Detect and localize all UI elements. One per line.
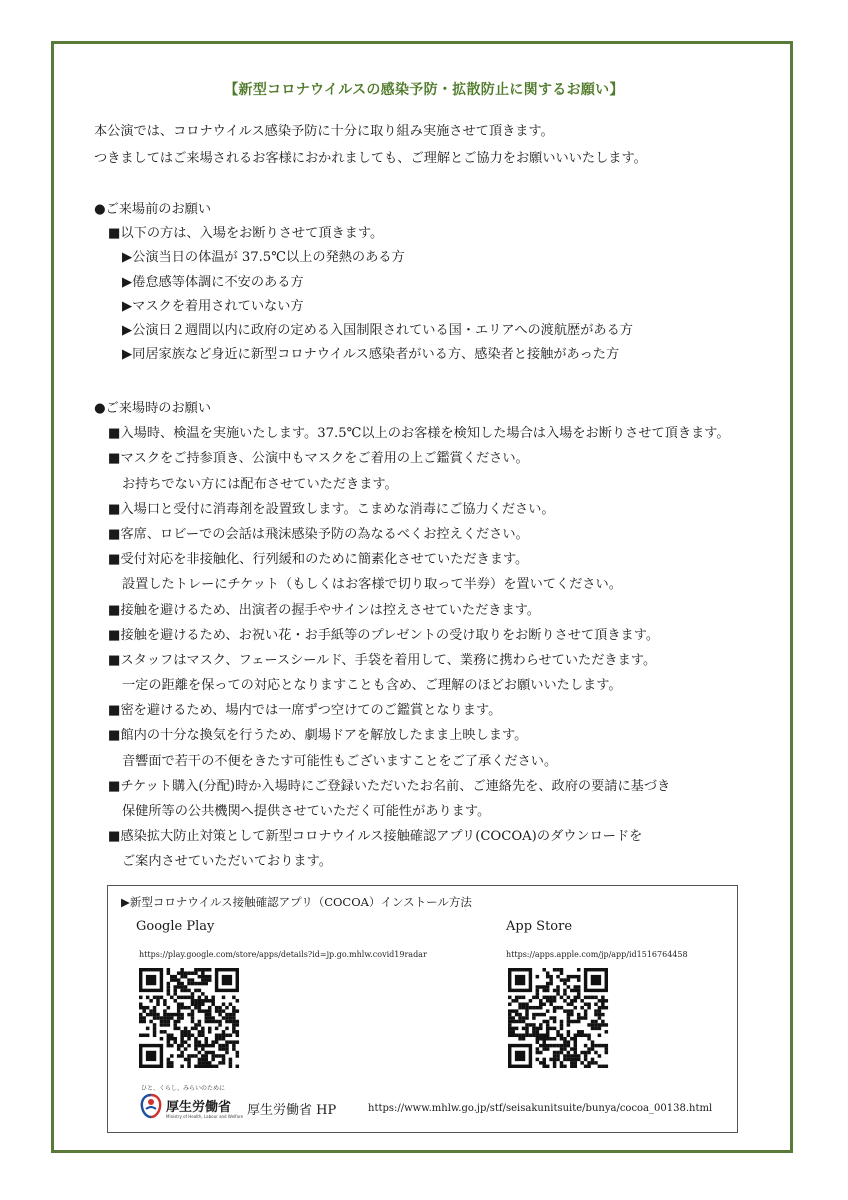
mhlw-name-en: Ministry of Health, Labour and Welfare xyxy=(166,1114,244,1119)
list-item: ■受付対応を非接触化、行列緩和のために簡素化させていただきます。 xyxy=(108,552,529,568)
app-store-qr-code[interactable] xyxy=(506,968,610,1068)
before-visit-section xyxy=(94,201,633,370)
list-item: ■以下の方は、入場をお断りさせて頂きます。 xyxy=(108,226,384,242)
app-store-url[interactable]: https://apps.apple.com/jp/app/id1516764458 xyxy=(506,950,688,959)
intro-line: つきましてはご来場されるお客様におかれましても、ご理解とご協力をお願いいいたします。 xyxy=(94,151,647,166)
google-play-label: Google Play xyxy=(136,919,215,934)
list-item-continuation: お持ちでない方には配布させていただきます。 xyxy=(122,476,398,492)
mhlw-hp-label: 厚生労働省 HP xyxy=(247,1103,337,1118)
list-item: ▶マスクを着用されていない方 xyxy=(122,298,304,314)
page-title: 【新型コロナウイルスの感染予防・拡散防止に関するお願い】 xyxy=(224,82,624,98)
section-heading: ●ご来場前のお願い xyxy=(94,202,212,217)
list-item: ■入場時、検温を実施いたします。37.5℃以上のお客様を検知した場合は入場をお断りさせて頂きます。 xyxy=(108,426,730,442)
list-item: ■館内の十分な換気を行うため、劇場ドアを解放したまま上映します。 xyxy=(108,728,528,744)
list-item: ▶倦怠感等体調に不安のある方 xyxy=(122,274,304,290)
at-visit-section xyxy=(94,400,730,879)
list-item: ▶同居家族など身近に新型コロナウイルス感染者がいる方、感染者と接触があった方 xyxy=(122,347,620,363)
list-item: ■スタッフはマスク、フェースシールド、手袋を着用して、業務に携わらせていただきます。 xyxy=(108,652,657,668)
intro-line: 本公演では、コロナウイルス感染予防に十分に取り組み実施させて頂きます。 xyxy=(94,124,554,139)
google-play-url[interactable]: https://play.google.com/store/apps/details?id=jp.go.mhlw.covid19radar xyxy=(139,950,427,959)
list-item-continuation: ご案内させていただいております。 xyxy=(122,854,332,870)
google-play-qr-code[interactable] xyxy=(137,968,241,1068)
app-store-label: App Store xyxy=(506,919,573,934)
list-item: ■接触を避けるため、お祝い花・お手紙等のプレゼントの受け取りをお断りさせて頂きます。 xyxy=(108,627,660,643)
list-item: ■感染拡大防止対策として新型コロナウイルス接触確認アプリ(COCOA)のダウンロードを xyxy=(108,829,643,845)
list-item: ■接触を避けるため、出演者の握手やサインは控えさせていただきます。 xyxy=(108,602,540,618)
list-item-continuation: 保健所等の公共機関へ提供させていただく可能性があります。 xyxy=(122,804,491,819)
mhlw-tagline: ひと、くらし、みらいのために xyxy=(141,1085,226,1092)
mhlw-logo-icon xyxy=(140,1093,162,1119)
list-item: ■チケット購入(分配)時か入場時にご登録いただいたお名前、ご連絡先を、政府の要請に基づき xyxy=(108,778,671,794)
list-item-continuation: 一定の距離を保っての対応となりますことも含め、ご理解のほどお願いいたします。 xyxy=(122,678,622,694)
list-item: ■客席、ロビーでの会話は飛沫感染予防の為なるべくお控えください。 xyxy=(108,526,529,542)
list-item: ▶公演日２週間以内に政府の定める入国制限されている国・エリアへの渡航歴がある方 xyxy=(122,322,633,338)
section-heading: ●ご来場時のお願い xyxy=(94,401,212,416)
list-item: ■密を避けるため、場内では一席ずつ空けてのご鑑賞となります。 xyxy=(108,703,502,719)
list-item-continuation: 音響面で若干の不便をきたす可能性もございますことをご了承ください。 xyxy=(122,753,558,769)
list-item-continuation: 設置したトレーにチケット（もしくはお客様で切り取って半券）を置いてください。 xyxy=(122,577,622,593)
list-item: ■マスクをご持参頂き、公演中もマスクをご着用の上ご鑑賞ください。 xyxy=(108,451,529,467)
intro xyxy=(94,123,647,177)
mhlw-name: 厚生労働省 xyxy=(166,1100,232,1115)
list-item: ■入場口と受付に消毒剤を設置致します。こまめな消毒にご協力ください。 xyxy=(108,501,555,517)
cocoa-title: ▶新型コロナウイルス接触確認アプリ（COCOA）インストール方法 xyxy=(121,895,472,909)
mhlw-hp-url[interactable]: https://www.mhlw.go.jp/stf/seisakunitsuite/bunya/cocoa_00138.html xyxy=(368,1103,713,1114)
list-item: ▶公演当日の体温が 37.5℃以上の発熱のある方 xyxy=(122,250,405,266)
